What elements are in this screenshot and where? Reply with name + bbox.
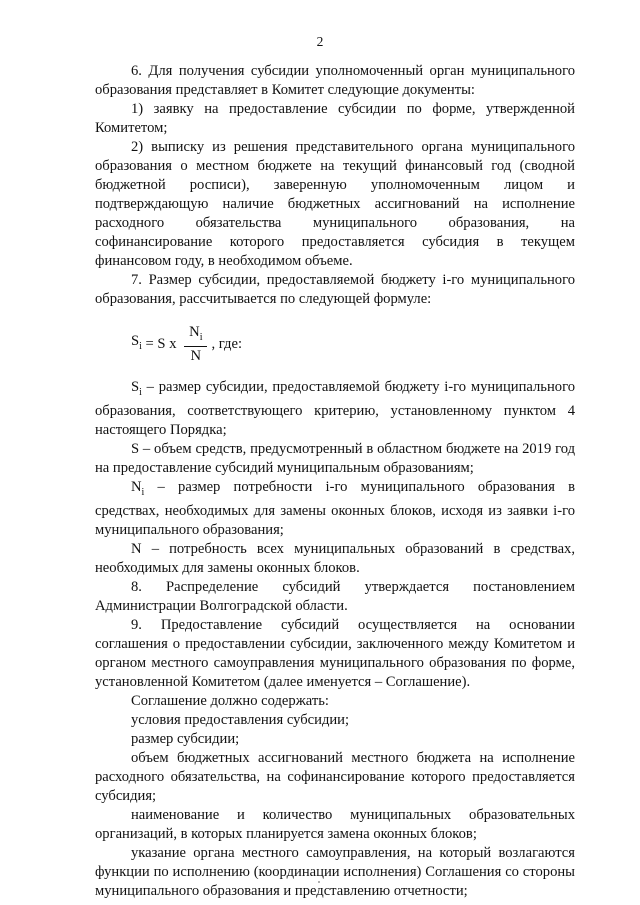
agreement-item-conditions: условия предоставления субсидии; xyxy=(131,711,350,728)
agreement-item-budget: объем бюджетных ассигнований местного бюджета на исполнение расходного обязательства, на софинансирование которого предоставляется субсидия; xyxy=(95,749,575,804)
page-number: 2 xyxy=(316,34,324,49)
agreement-item-organizations: наименование и количество муниципальных образовательных организаций, в которых планируется замена оконных блоков; xyxy=(95,806,575,842)
formula-equals: = S x xyxy=(141,335,181,352)
agreement-item-amount: размер субсидии; xyxy=(131,730,240,747)
paragraph-6: 6. Для получения субсидии уполномоченный орган муниципального образования представляет в Комитет следующие документы: xyxy=(95,63,575,98)
definition-si: $S_i$ – размер субсидии, предоставляемой бюджету i-го муниципального образования, соответствующего критерию, установленному пунктом 4 настоящего Порядка; xyxy=(95,379,575,438)
document-body xyxy=(95,62,575,901)
paragraph-6-item-2: 2) выписку из решения представительного органа муниципального образования о местном бюджете на текущий финансовый год (сводной бюджетной росписи), заверенную уполномоченным лицом и подтверждающую наличие бюджетных ассигнований на исполнение расходного обязательства муниципального образования, на софинансирование которого предоставляется субсидия в текущем финансовом году, в необходимом объеме. xyxy=(95,139,575,269)
paragraph-6-item-1: 1) заявку на предоставление субсидии по форме, утвержденной Комитетом; xyxy=(95,101,575,136)
formula-tail: , где: xyxy=(211,335,242,352)
formula-fraction xyxy=(184,325,207,364)
formula-lhs: $S_i$ xyxy=(131,333,142,352)
definition-n: N – потребность всех муниципальных образований в средствах, необходимых для замены оконных блоков. xyxy=(95,540,575,576)
definition-s: S – объем средств, предусмотренный в областном бюджете на 2019 год на предоставление субсидий муниципальным образованиям; xyxy=(95,440,575,476)
paragraph-7: 7. Размер субсидии, предоставляемой бюджету i-го муниципального образования, рассчитывается по следующей формуле: xyxy=(95,272,575,307)
subsidy-formula xyxy=(95,325,575,363)
agreement-contents-heading: Соглашение должно содержать: xyxy=(131,692,329,709)
formula-denominator: N xyxy=(190,348,202,365)
formula-numerator: $N_i$ xyxy=(184,325,207,348)
paragraph-9: 9. Предоставление субсидий осуществляется на основании соглашения о предоставлении субсидии, заключенного между Комитетом и органом местного самоуправления муниципального образования по форме, установленной Комитетом (далее именуется – Соглашение). xyxy=(95,616,575,690)
paragraph-8: 8. Распределение субсидий утверждается постановлением Администрации Волгоградской области. xyxy=(95,578,575,614)
scan-speck xyxy=(318,881,320,883)
agreement-item-authority: указание органа местного самоуправления, на который возлагаются функции по исполнению (координации исполнения) Соглашения со стороны муниципального образования и представлению отчетности; xyxy=(95,844,575,899)
definition-ni: $N_i$ – размер потребности i-го муниципального образования в средствах, необходимых для замены оконных блоков, исходя из заявки i-го муниципального образования; xyxy=(95,478,575,538)
